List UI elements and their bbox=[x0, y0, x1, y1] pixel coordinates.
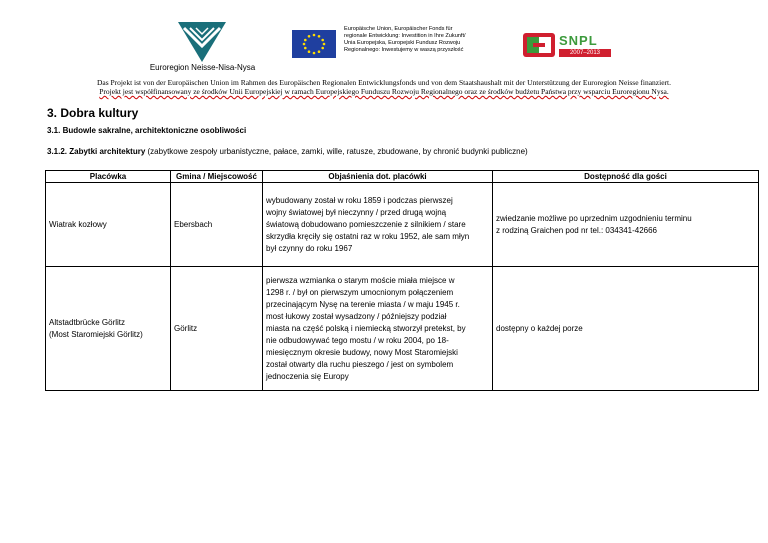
header-dostepnosc: Dostępność dla gości bbox=[493, 171, 759, 183]
eu-fund-line: Europäische Union, Europäischer Fonds für bbox=[344, 26, 453, 32]
funding-line-de: Das Projekt ist von der Europäischen Union im Rahmen des Europäischen Regionalen Entwicklungsfonds und von dem Staatshaushalt mit der Unterstützung der Euroregion Neisse finanziert. bbox=[96, 78, 672, 87]
snpl-logo bbox=[523, 33, 613, 57]
funding-line-pl-text: Projekt jest współfinansowany ze środków Unii Europejskiej w ramach Europejskiego Funduszu Rozwoju Regionalnego oraz ze środków budżetu Państwa przy wsparciu Euroregionu Nysa. bbox=[99, 87, 669, 96]
euroregion-emblem-icon bbox=[178, 20, 226, 62]
funding-statement bbox=[0, 78, 768, 96]
funding-line-pl bbox=[0, 87, 768, 96]
cell-placowka: Altstadtbrücke Görlitz (Most Staromiejski Görlitz) bbox=[46, 267, 171, 391]
eu-fund-line: Regionalnego: Inwestujemy w waszą przyszłość bbox=[344, 47, 464, 53]
section-title: 3. Dobra kultury bbox=[47, 106, 139, 120]
snpl-emblem-icon bbox=[523, 33, 555, 57]
subsubsection-description: (zabytkowe zespoły urbanistyczne, pałace, zamki, wille, ratusze, zbudowane, by chronić budynki publiczne) bbox=[147, 147, 528, 156]
eu-fund-line: regionale Entwicklung: Investition in Ihre Zukunft/ bbox=[344, 33, 466, 39]
snpl-years: 2007–2013 bbox=[559, 49, 611, 57]
euroregion-name: Euroregion Neisse-Nisa-Nysa bbox=[149, 63, 256, 72]
subsubsection-title: 3.1.2. Zabytki architektury bbox=[47, 147, 146, 156]
cell-placowka: Wiatrak kozłowy bbox=[46, 183, 171, 267]
table-row bbox=[46, 267, 759, 391]
monuments-table bbox=[45, 170, 759, 391]
header-gmina: Gmina / Miejscowość bbox=[171, 171, 263, 183]
table-row bbox=[46, 183, 759, 267]
header-placowka: Placówka bbox=[46, 171, 171, 183]
eu-stars-icon bbox=[292, 30, 336, 58]
eu-fund-line: Unia Europejska, Europejski Fundusz Rozwoju bbox=[344, 40, 461, 46]
cell-objasnienia: wybudowany został w roku 1859 i podczas pierwszej wojny światowej był nieczynny / przed drugą wojną światową dobudowano pomieszczenie z silnikiem / stare skrzydła kręciły się ostatni raz w roku 1952, ale sam młyn był czynny do roku 1967 bbox=[263, 183, 493, 267]
euroregion-logo bbox=[140, 20, 265, 76]
header-objasnienia: Objaśnienia dot. placówki bbox=[263, 171, 493, 183]
subsubsection-heading bbox=[47, 147, 528, 156]
eu-flag bbox=[292, 30, 336, 58]
cell-objasnienia: pierwsza wzmianka o starym moście miała miejsce w 1298 r. / był on pierwszym umocnionym połączeniem przecinającym Nysę na terenie miasta / w maju 1945 r. most łukowy został wysadzony / późniejszy podział miasta na część polską i niemiecką stworzył pretekst, by nie odbudowywać tego mostu / w roku 2004, po 18- miesięcznym okresie budowy, nowy Most Staromiejski został otwarty dla ruchu pieszego / jest on symbolem jednoczenia się Europy bbox=[263, 267, 493, 391]
eu-fund-caption bbox=[344, 26, 514, 54]
subsection-title: 3.1. Budowle sakralne, architektoniczne osobliwości bbox=[47, 126, 247, 135]
cell-gmina: Ebersbach bbox=[171, 183, 263, 267]
table-header-row bbox=[46, 171, 759, 183]
cell-dostepnosc: dostępny o każdej porze bbox=[493, 267, 759, 391]
snpl-title: SNPL bbox=[559, 33, 598, 48]
cell-dostepnosc: zwiedzanie możliwe po uprzednim uzgodnieniu terminu z rodziną Graichen pod nr tel.: 034341-42666 bbox=[493, 183, 759, 267]
cell-gmina: Görlitz bbox=[171, 267, 263, 391]
